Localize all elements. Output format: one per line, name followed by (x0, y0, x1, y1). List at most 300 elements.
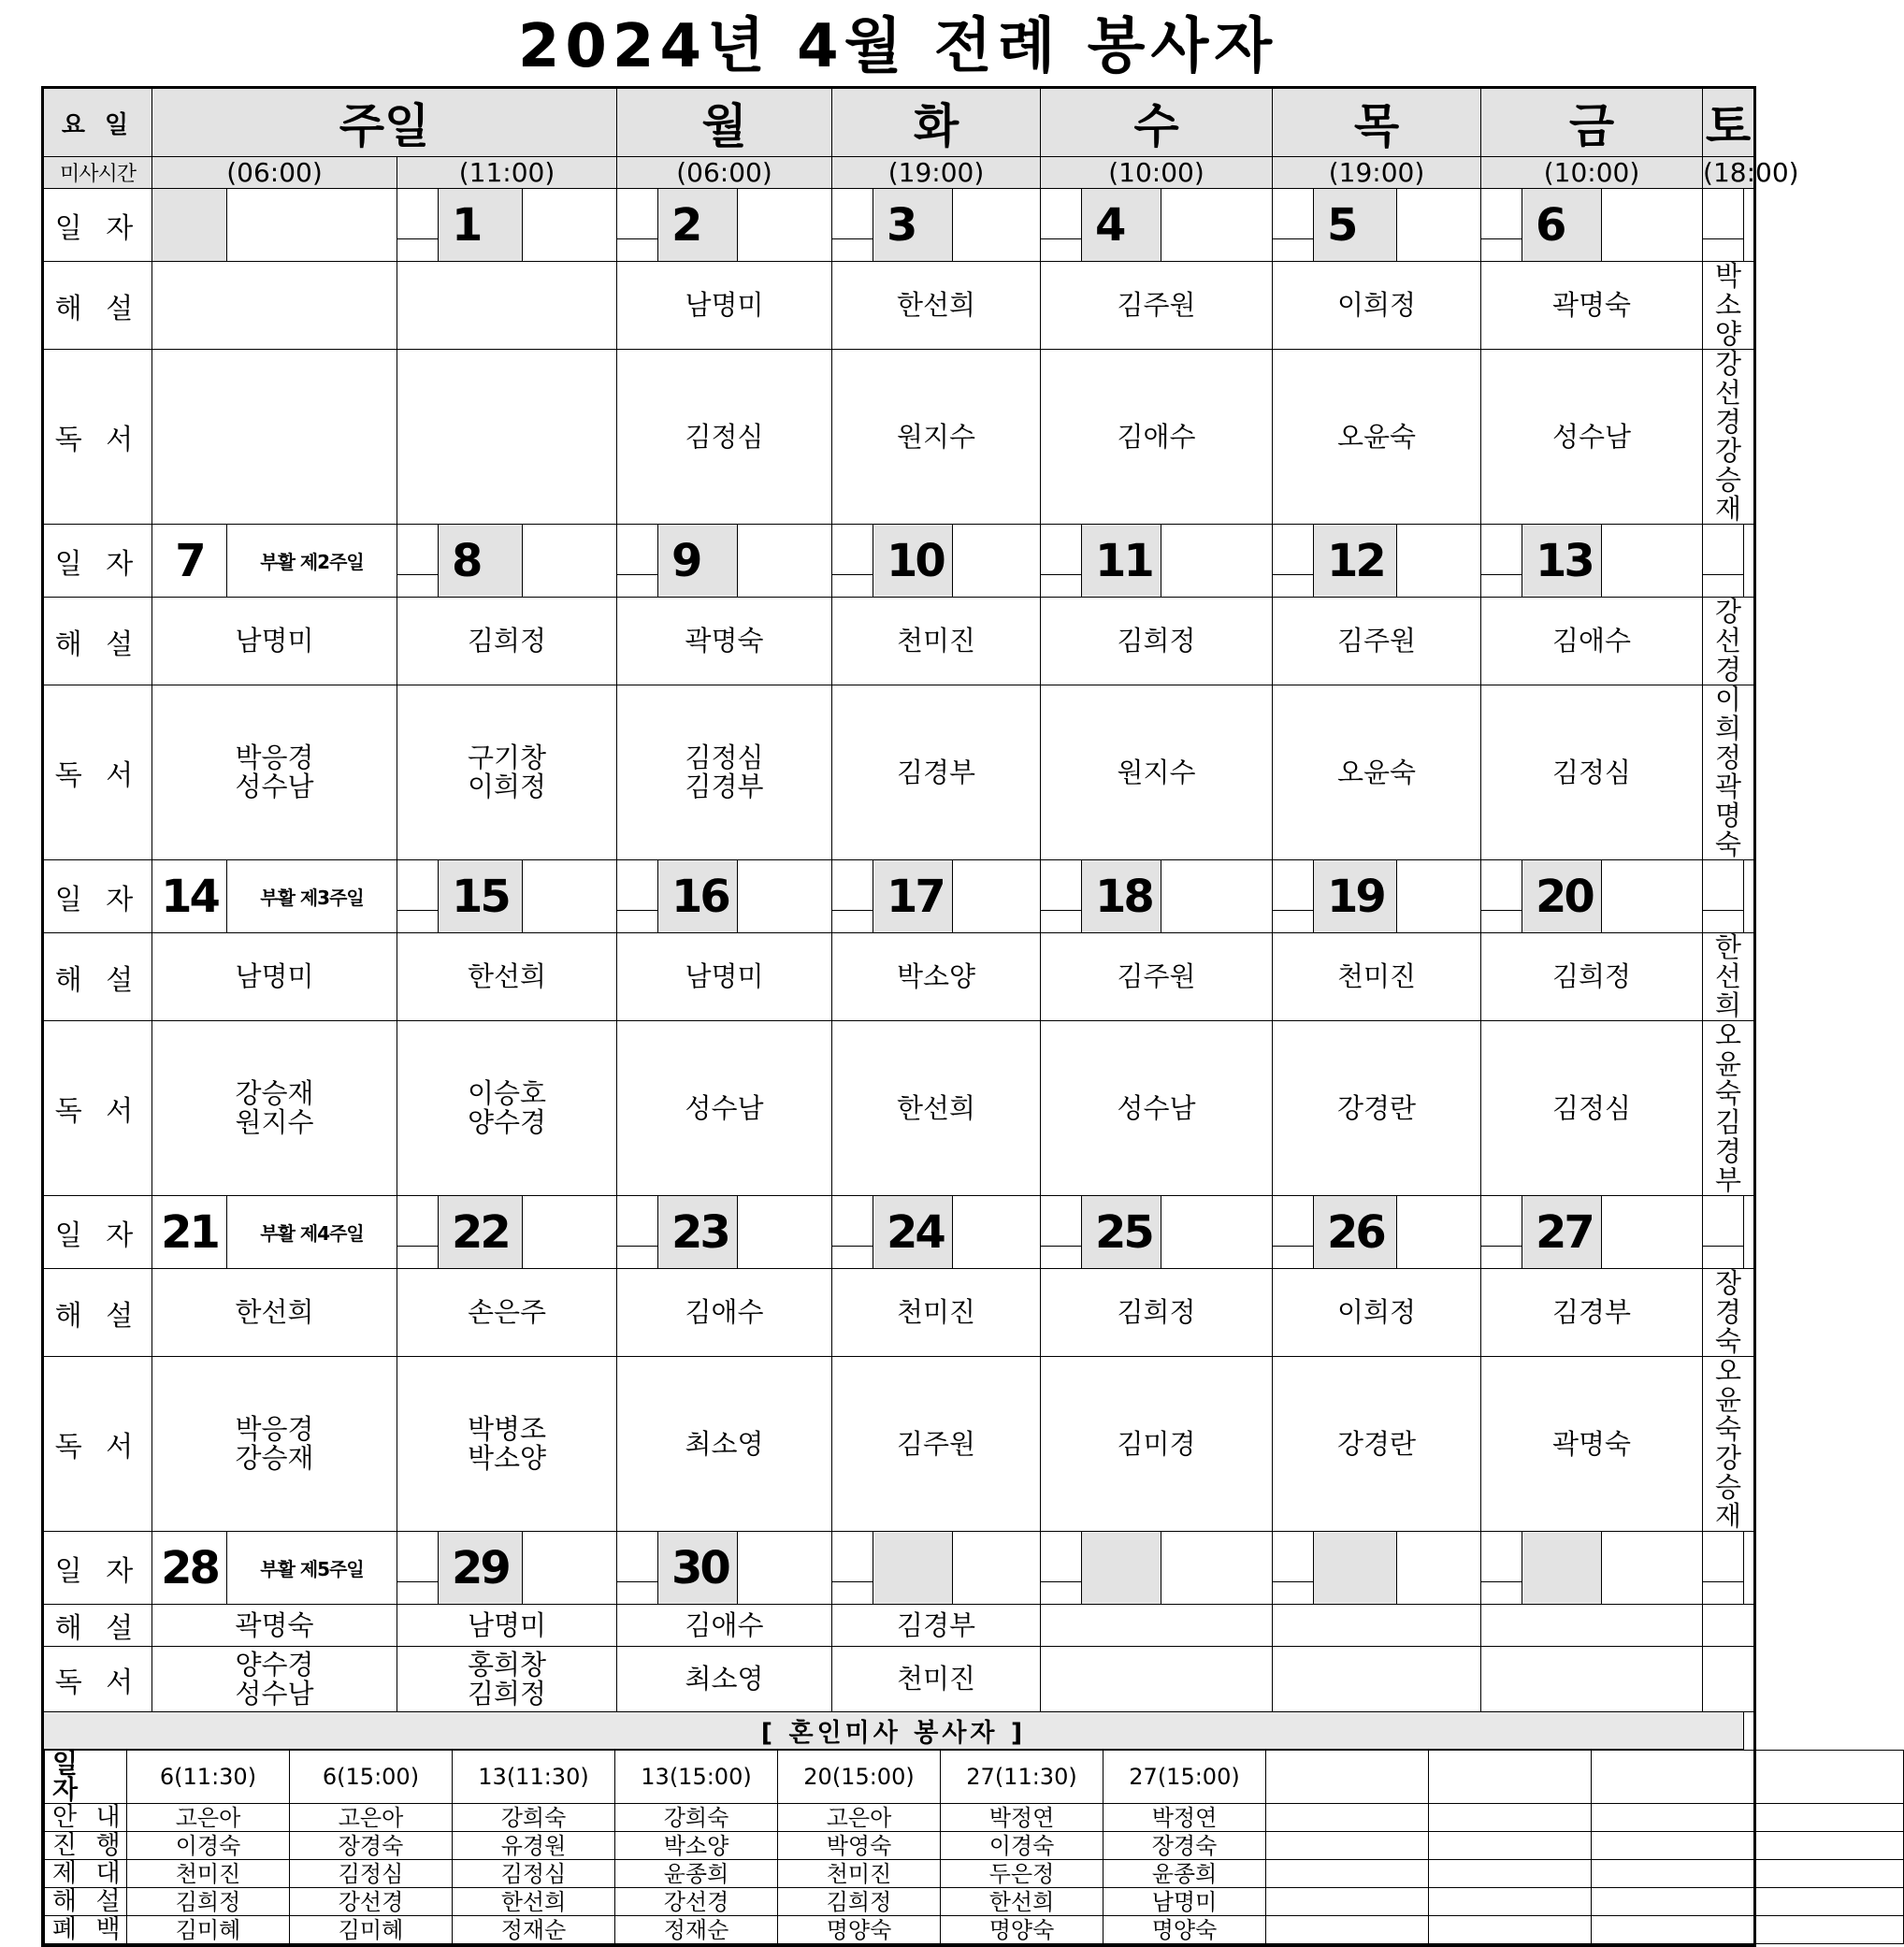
reading-name: 오윤숙 (1715, 1355, 1742, 1445)
wedding-name: 남명미 (1103, 1888, 1266, 1916)
wedding-name (1754, 1860, 1904, 1888)
reading-name: 원지수 (897, 420, 976, 453)
reading-cell (1041, 350, 1273, 525)
sunday-memo: 부활 제2주일 (227, 525, 397, 598)
empty-cell (1161, 860, 1273, 933)
empty-cell (1602, 1196, 1703, 1269)
empty-cell (617, 1196, 658, 1247)
empty-cell (1161, 1196, 1273, 1269)
wedding-name: 강선경 (615, 1888, 778, 1916)
empty-cell (1481, 1582, 1522, 1605)
commentary-name: 김애수 (617, 1269, 832, 1357)
reading-name: 성수남 (235, 1677, 314, 1709)
commentary-name: 김경부 (1481, 1269, 1703, 1357)
wedding-name (1429, 1804, 1592, 1832)
empty-cell (1481, 1196, 1522, 1247)
reading-name: 박응경 (235, 742, 314, 773)
reading-name: 김경부 (897, 756, 976, 788)
reading-cell (617, 1647, 832, 1712)
weekday-date: 20 (1522, 860, 1602, 933)
commentary-name: 김희정 (1481, 933, 1703, 1021)
reading-cell (1703, 1357, 1755, 1532)
row-label-date: 일 자 (43, 860, 152, 933)
commentary-name: 김주원 (1273, 598, 1481, 685)
empty-cell (1397, 1532, 1481, 1605)
empty-cell (1481, 239, 1522, 262)
row-label-commentary: 해 설 (43, 933, 152, 1021)
commentary-name: 김주원 (1041, 262, 1273, 350)
mass-time: (18:00) (1703, 157, 1799, 188)
page-title: 2024년 4월 전례 봉사자 (517, 12, 1278, 81)
day-header: 주일 (152, 88, 617, 157)
wedding-date (1592, 1751, 1754, 1804)
empty-cell (1041, 525, 1082, 575)
mass-time: (06:00) (617, 157, 832, 189)
empty-cell (738, 525, 832, 598)
commentary-name: 곽명숙 (617, 598, 832, 685)
reading-cell (832, 1021, 1041, 1196)
reading-cell (1481, 1357, 1703, 1532)
wedding-name: 한선희 (941, 1888, 1103, 1916)
empty-cell (1041, 1196, 1082, 1247)
sunday-date: 14 (152, 860, 227, 933)
wedding-name (1592, 1916, 1754, 1944)
weekday-date: 25 (1082, 1196, 1161, 1269)
empty-cell (953, 525, 1041, 598)
empty-cell (397, 239, 439, 262)
weekday-date: 30 (658, 1532, 738, 1605)
reading-cell (1041, 685, 1273, 860)
row-label-commentary: 해 설 (43, 1605, 152, 1647)
commentary-name (1273, 1605, 1481, 1647)
empty-cell (832, 860, 873, 911)
reading-name: 강경란 (1337, 1091, 1417, 1124)
empty-cell (397, 1532, 439, 1582)
sunday-memo (227, 189, 397, 262)
wedding-name: 이경숙 (941, 1832, 1103, 1860)
reading-cell (832, 685, 1041, 860)
empty-cell (397, 189, 439, 239)
weekday-date: 24 (873, 1196, 953, 1269)
empty-cell (1481, 189, 1522, 239)
reading-cell (1273, 1647, 1481, 1712)
empty-cell (1703, 1247, 1744, 1269)
reading-name: 강승재 (235, 1442, 314, 1474)
commentary-name: 김경부 (832, 1605, 1041, 1647)
empty-cell (738, 1196, 832, 1269)
commentary-name (397, 262, 617, 350)
wedding-name (1592, 1888, 1754, 1916)
row-label-reading: 독 서 (43, 685, 152, 860)
reading-name: 양수경 (235, 1648, 314, 1680)
empty-cell (1273, 239, 1314, 262)
weekday-date: 23 (658, 1196, 738, 1269)
commentary-name: 남명미 (617, 262, 832, 350)
wedding-name: 김정심 (290, 1860, 453, 1888)
reading-cell (617, 685, 832, 860)
commentary-name: 박소양 (832, 933, 1041, 1021)
empty-cell (1273, 860, 1314, 911)
empty-cell (1481, 525, 1522, 575)
wedding-name: 명양숙 (1103, 1916, 1266, 1944)
header-time-label: 미사시간 (43, 157, 152, 189)
wedding-name: 김정심 (453, 1860, 615, 1888)
empty-cell (523, 525, 617, 598)
wedding-name: 김미혜 (127, 1916, 290, 1944)
empty-cell (1273, 1247, 1314, 1269)
reading-cell (397, 1357, 617, 1532)
reading-cell (397, 1647, 617, 1712)
commentary-name: 곽명숙 (152, 1605, 397, 1647)
wedding-title: [ 혼인미사 봉사자 ] (43, 1712, 1744, 1750)
empty-cell (738, 860, 832, 933)
commentary-name: 이희정 (1273, 1269, 1481, 1357)
empty-cell (397, 1582, 439, 1605)
empty-cell (1703, 1532, 1744, 1582)
sunday-date: 28 (152, 1532, 227, 1605)
weekday-date: 13 (1522, 525, 1602, 598)
empty-cell (397, 1196, 439, 1247)
wedding-name: 천미진 (778, 1860, 941, 1888)
empty-cell (523, 1532, 617, 1605)
weekday-date (873, 1532, 953, 1605)
empty-cell (1273, 911, 1314, 933)
wedding-name (1592, 1804, 1754, 1832)
reading-cell (1703, 1647, 1755, 1712)
empty-cell (1161, 525, 1273, 598)
reading-name: 성수남 (1117, 1091, 1196, 1124)
empty-cell (1041, 189, 1082, 239)
empty-cell (1273, 1532, 1314, 1582)
empty-cell (617, 911, 658, 933)
weekday-date: 6 (1522, 189, 1602, 262)
weekday-date (1522, 1532, 1602, 1605)
empty-cell (1481, 860, 1522, 911)
empty-cell (953, 189, 1041, 262)
wedding-name (1754, 1888, 1904, 1916)
reading-name: 양수경 (467, 1106, 547, 1138)
reading-name: 김미경 (1117, 1427, 1196, 1460)
reading-name: 강승재 (235, 1077, 314, 1109)
day-header: 목 (1273, 88, 1481, 157)
reading-name: 천미진 (897, 1663, 976, 1695)
reading-name: 구기창 (467, 742, 547, 773)
empty-cell (1602, 1532, 1703, 1605)
empty-cell (617, 525, 658, 575)
wedding-date: 27(11:30) (941, 1751, 1103, 1804)
empty-cell (1602, 860, 1703, 933)
reading-cell (832, 1357, 1041, 1532)
reading-cell (1703, 350, 1755, 525)
reading-name: 이희정 (1715, 684, 1742, 773)
weekday-date: 11 (1082, 525, 1161, 598)
weekday-date: 9 (658, 525, 738, 598)
weekday-date: 22 (439, 1196, 523, 1269)
empty-cell (1703, 1582, 1744, 1605)
commentary-name: 남명미 (152, 598, 397, 685)
weekday-date: 5 (1314, 189, 1397, 262)
row-label-commentary: 해 설 (43, 598, 152, 685)
commentary-name: 김애수 (617, 1605, 832, 1647)
wedding-name: 장경숙 (290, 1832, 453, 1860)
weekday-date (1314, 1532, 1397, 1605)
reading-name: 성수남 (1552, 420, 1632, 453)
wedding-row-label: 해 설 (45, 1888, 127, 1916)
reading-name: 오윤숙 (1337, 420, 1417, 453)
empty-cell (1273, 189, 1314, 239)
reading-name: 성수남 (235, 771, 314, 802)
wedding-date (1266, 1751, 1429, 1804)
empty-cell (1041, 575, 1082, 598)
empty-cell (832, 1532, 873, 1582)
empty-cell (953, 860, 1041, 933)
commentary-name (1703, 1605, 1755, 1647)
empty-cell (523, 189, 617, 262)
commentary-name: 김애수 (1481, 598, 1703, 685)
reading-cell (152, 1357, 397, 1532)
reading-name: 최소영 (685, 1663, 764, 1695)
empty-cell (1161, 1532, 1273, 1605)
wedding-name: 김미혜 (290, 1916, 453, 1944)
empty-cell (397, 860, 439, 911)
empty-cell (617, 1247, 658, 1269)
reading-name: 김경부 (685, 771, 764, 802)
reading-cell (1481, 685, 1703, 860)
wedding-name: 윤종희 (1103, 1860, 1266, 1888)
empty-cell (617, 1582, 658, 1605)
wedding-name: 한선희 (453, 1888, 615, 1916)
reading-cell (1041, 1357, 1273, 1532)
row-label-date: 일 자 (43, 1532, 152, 1605)
row-label-reading: 독 서 (43, 350, 152, 525)
wedding-name: 유경원 (453, 1832, 615, 1860)
row-label-commentary: 해 설 (43, 1269, 152, 1357)
empty-cell (1703, 239, 1744, 262)
reading-cell (1041, 1021, 1273, 1196)
mass-time: (19:00) (832, 157, 1041, 189)
empty-cell (397, 575, 439, 598)
wedding-date: 27(15:00) (1103, 1751, 1266, 1804)
reading-cell (1273, 350, 1481, 525)
row-label-reading: 독 서 (43, 1021, 152, 1196)
empty-cell (1041, 1247, 1082, 1269)
commentary-name: 한선희 (397, 933, 617, 1021)
empty-cell (617, 860, 658, 911)
row-label-commentary: 해 설 (43, 262, 152, 350)
commentary-name: 천미진 (832, 1269, 1041, 1357)
reading-name: 이승호 (467, 1077, 547, 1109)
empty-cell (1041, 1532, 1082, 1582)
wedding-name (1266, 1832, 1429, 1860)
wedding-name: 강희숙 (615, 1804, 778, 1832)
empty-cell (397, 1247, 439, 1269)
wedding-date: 20(15:00) (778, 1751, 941, 1804)
wedding-name (1266, 1916, 1429, 1944)
empty-cell (1273, 1582, 1314, 1605)
wedding-row-label: 진 행 (45, 1832, 127, 1860)
empty-cell (1273, 525, 1314, 575)
empty-cell (1703, 575, 1744, 598)
wedding-name: 정재순 (453, 1916, 615, 1944)
empty-cell (738, 1532, 832, 1605)
reading-name: 김희정 (467, 1677, 547, 1709)
empty-cell (1481, 575, 1522, 598)
wedding-row-label: 제 대 (45, 1860, 127, 1888)
reading-cell (152, 1021, 397, 1196)
wedding-row-label: 폐 백 (45, 1916, 127, 1944)
reading-cell (1481, 350, 1703, 525)
reading-cell (1273, 1021, 1481, 1196)
empty-cell (617, 239, 658, 262)
wedding-row-label: 안 내 (45, 1804, 127, 1832)
sunday-date: 21 (152, 1196, 227, 1269)
weekday-date (1082, 1532, 1161, 1605)
reading-name: 박소양 (467, 1442, 547, 1474)
reading-name: 곽명숙 (1715, 771, 1742, 860)
wedding-name: 윤종희 (615, 1860, 778, 1888)
wedding-row-label: 일 자 (45, 1751, 127, 1804)
wedding-name: 장경숙 (1103, 1832, 1266, 1860)
empty-cell (1602, 189, 1703, 262)
empty-cell (832, 575, 873, 598)
reading-name: 김정심 (685, 742, 764, 773)
wedding-name (1429, 1916, 1592, 1944)
reading-name: 성수남 (685, 1091, 764, 1124)
commentary-name: 한선희 (1703, 933, 1755, 1021)
commentary-name: 천미진 (832, 598, 1041, 685)
wedding-name: 박소양 (615, 1832, 778, 1860)
commentary-name: 손은주 (397, 1269, 617, 1357)
commentary-name: 남명미 (152, 933, 397, 1021)
wedding-date (1754, 1751, 1904, 1804)
reading-cell (617, 350, 832, 525)
empty-cell (1481, 911, 1522, 933)
wedding-name: 박영숙 (778, 1832, 941, 1860)
mass-time: (11:00) (397, 157, 617, 189)
wedding-section (43, 1750, 1744, 1946)
wedding-date: 6(11:30) (127, 1751, 290, 1804)
sunday-memo: 부활 제3주일 (227, 860, 397, 933)
empty-cell (832, 911, 873, 933)
empty-cell (617, 575, 658, 598)
empty-cell (1041, 911, 1082, 933)
sunday-memo: 부활 제4주일 (227, 1196, 397, 1269)
sunday-date: 7 (152, 525, 227, 598)
row-label-date: 일 자 (43, 189, 152, 262)
weekday-date: 2 (658, 189, 738, 262)
commentary-name: 이희정 (1273, 262, 1481, 350)
empty-cell (1397, 525, 1481, 598)
empty-cell (738, 189, 832, 262)
reading-name: 김정심 (1552, 756, 1632, 788)
reading-cell (1703, 1021, 1755, 1196)
day-header: 월 (617, 88, 832, 157)
wedding-name: 박정연 (941, 1804, 1103, 1832)
empty-cell (1273, 1196, 1314, 1247)
wedding-name (1266, 1804, 1429, 1832)
commentary-name: 한선희 (832, 262, 1041, 350)
mass-time: (19:00) (1273, 157, 1481, 189)
empty-cell (1161, 189, 1273, 262)
wedding-name (1429, 1860, 1592, 1888)
commentary-name (1041, 1605, 1273, 1647)
wedding-name (1592, 1832, 1754, 1860)
empty-cell (1481, 1247, 1522, 1269)
empty-cell (617, 189, 658, 239)
sunday-date (152, 189, 227, 262)
mass-time: (10:00) (1041, 157, 1273, 189)
empty-cell (1703, 1196, 1744, 1247)
reading-name: 원지수 (1117, 756, 1196, 788)
wedding-name: 명양숙 (941, 1916, 1103, 1944)
day-header: 수 (1041, 88, 1273, 157)
wedding-name: 김희정 (127, 1888, 290, 1916)
reading-name: 김경부 (1715, 1106, 1742, 1196)
header-day-label: 요 일 (43, 88, 152, 157)
commentary-name: 남명미 (617, 933, 832, 1021)
reading-name: 박응경 (235, 1413, 314, 1445)
empty-cell (1397, 189, 1481, 262)
commentary-name: 김희정 (1041, 598, 1273, 685)
reading-cell (1041, 1647, 1273, 1712)
weekday-date: 15 (439, 860, 523, 933)
day-header: 화 (832, 88, 1041, 157)
wedding-name (1754, 1832, 1904, 1860)
wedding-date (1429, 1751, 1592, 1804)
reading-name: 이희정 (467, 771, 547, 802)
reading-name: 김애수 (1117, 420, 1196, 453)
empty-cell (832, 525, 873, 575)
day-header: 토 (1703, 88, 1755, 157)
empty-cell (832, 1196, 873, 1247)
wedding-name: 명양숙 (778, 1916, 941, 1944)
wedding-date: 13(15:00) (615, 1751, 778, 1804)
commentary-name: 남명미 (397, 1605, 617, 1647)
row-label-reading: 독 서 (43, 1647, 152, 1712)
wedding-date: 6(15:00) (290, 1751, 453, 1804)
commentary-name (152, 262, 397, 350)
empty-cell (1397, 860, 1481, 933)
wedding-name (1754, 1916, 1904, 1944)
empty-cell (1041, 1582, 1082, 1605)
weekday-date: 26 (1314, 1196, 1397, 1269)
wedding-name: 정재순 (615, 1916, 778, 1944)
weekday-date: 3 (873, 189, 953, 262)
reading-cell (617, 1021, 832, 1196)
wedding-name (1592, 1860, 1754, 1888)
reading-name: 원지수 (235, 1106, 314, 1138)
commentary-name: 김주원 (1041, 933, 1273, 1021)
reading-name: 오윤숙 (1337, 756, 1417, 788)
weekday-date: 10 (873, 525, 953, 598)
reading-name: 김정심 (1552, 1091, 1632, 1124)
empty-cell (523, 1196, 617, 1269)
reading-cell (397, 685, 617, 860)
reading-name: 한선희 (897, 1091, 976, 1124)
empty-cell (1041, 860, 1082, 911)
reading-cell (397, 1021, 617, 1196)
empty-cell (1703, 860, 1744, 911)
commentary-name: 김희정 (1041, 1269, 1273, 1357)
commentary-name: 천미진 (1273, 933, 1481, 1021)
reading-cell (397, 350, 617, 525)
reading-cell (832, 350, 1041, 525)
reading-name: 박병조 (467, 1413, 547, 1445)
reading-cell (152, 350, 397, 525)
commentary-name: 장경숙 (1703, 1269, 1755, 1357)
wedding-name (1266, 1888, 1429, 1916)
wedding-name: 이경숙 (127, 1832, 290, 1860)
